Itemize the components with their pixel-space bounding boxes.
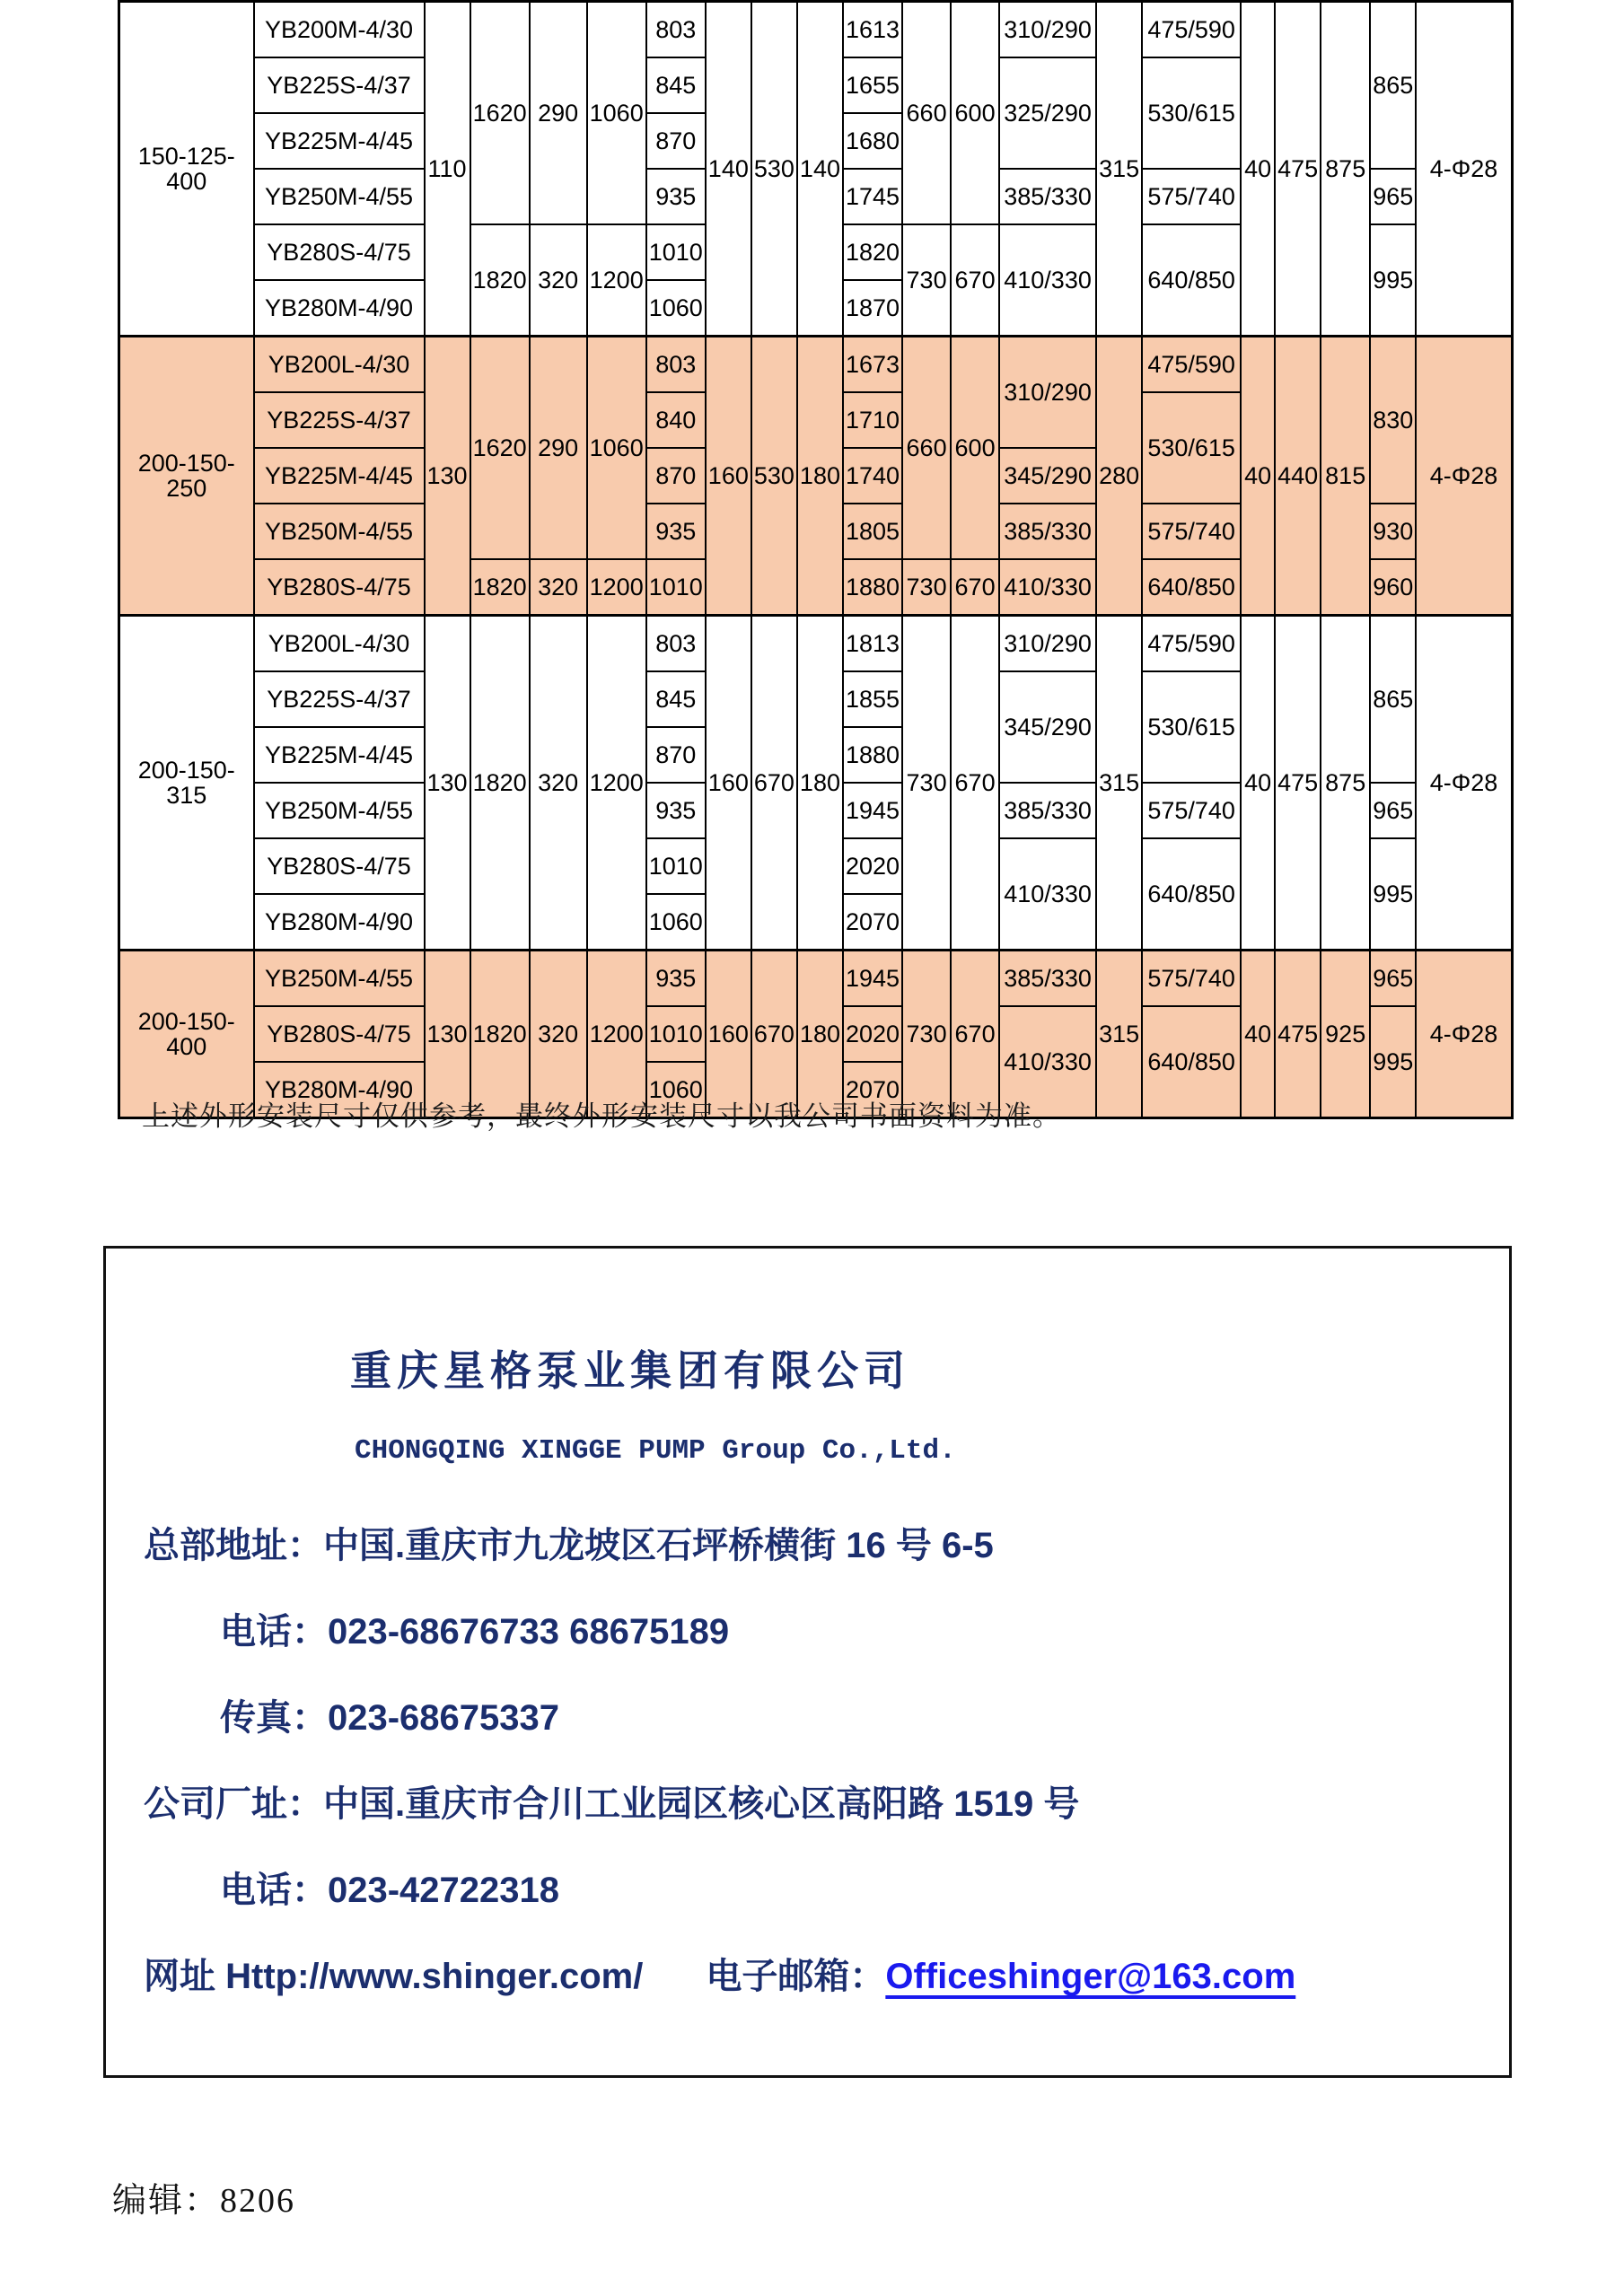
table-cell: YB250M-4/55 [254,169,425,224]
table-cell: 1805 [843,504,902,559]
table-cell: 140 [797,2,843,337]
table-cell: 320 [530,951,587,1118]
table-section-150-125-400 [119,2,1513,337]
table-cell: 385/330 [999,783,1096,838]
table-cell: 410/330 [999,1006,1096,1118]
table-cell: 475/590 [1142,2,1241,58]
table-cell: 1620 [470,2,530,225]
table-cell: 1945 [843,783,902,838]
table-cell: 935 [646,783,706,838]
table-cell: 130 [425,951,470,1118]
table-cell: 200-150-400 [119,951,254,1118]
table-cell: YB225M-4/45 [254,727,425,783]
table-cell: 730 [902,224,951,337]
company-letterhead-box [103,1246,1512,2078]
table-cell: 803 [646,2,706,58]
table-cell: 1710 [843,392,902,448]
table-cell: 40 [1241,616,1275,951]
table-row [119,2,1513,58]
table-cell: 803 [646,337,706,393]
table-cell: YB280M-4/90 [254,280,425,337]
email-label: 电子邮箱： [706,1957,886,1996]
table-cell: 315 [1096,2,1142,337]
table-cell: YB280M-4/90 [254,894,425,951]
table-cell: 410/330 [999,224,1096,337]
table-cell: 1820 [470,951,530,1118]
table-cell: 930 [1370,504,1416,559]
table-cell: 310/290 [999,616,1096,672]
table-cell: 1680 [843,113,902,169]
contact-line: 总部地址：中国.重庆市九龙坡区石坪桥横街 16 号 6-5 [144,1526,994,1565]
table-cell: 815 [1321,337,1370,616]
table-cell: 410/330 [999,559,1096,616]
email-link[interactable]: Officeshinger@163.com [885,1957,1296,1996]
table-cell: 925 [1321,951,1370,1118]
table-cell: 130 [425,616,470,951]
table-cell: 865 [1370,2,1416,170]
table-cell: 110 [425,2,470,337]
table-cell: YB200L-4/30 [254,337,425,393]
table-cell: YB250M-4/55 [254,504,425,559]
table-cell: YB250M-4/55 [254,783,425,838]
table-cell: 180 [797,616,843,951]
table-cell: 1200 [587,951,646,1118]
table-cell: 960 [1370,559,1416,616]
table-cell: 640/850 [1142,559,1241,616]
table-cell: 315 [1096,616,1142,951]
table-cell: 575/740 [1142,783,1241,838]
table-cell: 870 [646,448,706,504]
table-cell: 965 [1370,169,1416,224]
table-cell: 4-Φ28 [1416,2,1512,337]
table-cell: 1060 [646,1062,706,1118]
table-cell: 670 [951,616,999,951]
table-cell: 660 [902,2,951,225]
table-cell: 4-Φ28 [1416,951,1512,1118]
table-cell: 875 [1321,2,1370,337]
table-cell: 310/290 [999,337,1096,449]
table-cell: 290 [530,2,587,225]
table-cell: 320 [530,559,587,616]
table-cell: 385/330 [999,504,1096,559]
table-cell: 2020 [843,1006,902,1062]
table-cell: 1200 [587,616,646,951]
table-cell: 870 [646,113,706,169]
table-cell: YB225M-4/45 [254,448,425,504]
table-cell: YB225S-4/37 [254,392,425,448]
table-cell: 530 [751,337,797,616]
table-cell: 1620 [470,337,530,560]
table-cell: YB280S-4/75 [254,559,425,616]
table-cell: 315 [1096,951,1142,1118]
table-cell: 1010 [646,838,706,894]
table-cell: 730 [902,616,951,951]
table-cell: 640/850 [1142,838,1241,951]
table-cell: 385/330 [999,169,1096,224]
table-cell: 575/740 [1142,169,1241,224]
table-cell: 875 [1321,616,1370,951]
table-cell: 1870 [843,280,902,337]
table-cell: 965 [1370,783,1416,838]
table-cell: 4-Φ28 [1416,616,1512,951]
table-cell: 200-150-315 [119,616,254,951]
table-cell: 870 [646,727,706,783]
table-cell: 640/850 [1142,224,1241,337]
table-cell: 320 [530,224,587,337]
table-cell: 440 [1275,337,1321,616]
table-cell: 1745 [843,169,902,224]
table-section-200-150-315 [119,616,1513,951]
table-cell: 1010 [646,559,706,616]
table-cell: 1655 [843,57,902,113]
contact-line: 电话：023-68676733 68675189 [220,1612,730,1652]
company-name-en: CHONGQING XINGGE PUMP Group Co.,Ltd. [355,1435,956,1467]
table-cell: 730 [902,559,951,616]
table-cell: 530/615 [1142,57,1241,169]
table-cell: 4-Φ28 [1416,337,1512,616]
table-cell: 995 [1370,224,1416,337]
table-cell: 1613 [843,2,902,58]
table-cell: 995 [1370,1006,1416,1118]
table-cell: 475/590 [1142,616,1241,672]
table-cell: 600 [951,337,999,560]
table-cell: 1740 [843,448,902,504]
table-cell: 180 [797,337,843,616]
table-cell: 845 [646,671,706,727]
table-row [119,616,1513,672]
table-cell: 2020 [843,838,902,894]
table-cell: 730 [902,951,951,1118]
table-cell: 840 [646,392,706,448]
table-cell: 1200 [587,559,646,616]
table-cell: 600 [951,2,999,225]
table-cell: 1813 [843,616,902,672]
table-cell: 310/290 [999,2,1096,58]
table-cell: 130 [425,337,470,616]
table-cell: 345/290 [999,671,1096,783]
table-cell: 1010 [646,224,706,280]
table-cell: 410/330 [999,838,1096,951]
table-cell: 200-150-250 [119,337,254,616]
editor-note: 编辑：8206 [112,2182,296,2220]
table-cell: YB225M-4/45 [254,113,425,169]
table-cell: 1010 [646,1006,706,1062]
table-cell: 1820 [843,224,902,280]
table-cell: 160 [706,951,751,1118]
contact-line: 电话：023-42722318 [220,1871,560,1910]
contact-line: 传真：023-68675337 [220,1698,560,1738]
table-cell: 475 [1275,2,1321,337]
table-cell: YB280M-4/90 [254,1062,425,1118]
table-cell: 660 [902,337,951,560]
table-cell: 345/290 [999,448,1096,504]
table-cell: 320 [530,616,587,951]
table-cell: 670 [751,951,797,1118]
table-cell: 1060 [587,337,646,560]
table-cell: YB280S-4/75 [254,1006,425,1062]
table-cell: 1060 [646,894,706,951]
website-url: 网址 Http://www.shinger.com/ [144,1957,644,1996]
table-cell: 1820 [470,224,530,337]
table-cell: 1855 [843,671,902,727]
spec-table [118,0,1514,1119]
table-cell: 530/615 [1142,392,1241,504]
table-cell: 160 [706,616,751,951]
table-cell: YB225S-4/37 [254,57,425,113]
table-cell: 280 [1096,337,1142,616]
contact-line: 公司厂址：中国.重庆市合川工业园区核心区高阳路 1519 号 [144,1784,1080,1824]
table-cell: 965 [1370,951,1416,1007]
table-cell: 1820 [470,616,530,951]
table-cell: YB225S-4/37 [254,671,425,727]
table-cell: 475 [1275,616,1321,951]
table-cell: 40 [1241,2,1275,337]
table-cell: 325/290 [999,57,1096,169]
table-cell: 1880 [843,559,902,616]
table-cell: 1060 [587,2,646,225]
table-cell: 1060 [646,280,706,337]
table-cell: 670 [951,951,999,1118]
table-cell: 935 [646,169,706,224]
table-cell: 40 [1241,337,1275,616]
table-cell: 475/590 [1142,337,1241,393]
table-cell: YB280S-4/75 [254,224,425,280]
table-cell: YB250M-4/55 [254,951,425,1007]
table-cell: 865 [1370,616,1416,784]
table-cell: 180 [797,951,843,1118]
table-cell: 40 [1241,951,1275,1118]
table-cell: 845 [646,57,706,113]
table-cell: 1200 [587,224,646,337]
table-cell: 530 [751,2,797,337]
table-cell: YB200M-4/30 [254,2,425,58]
table-cell: 385/330 [999,951,1096,1007]
table-cell: 935 [646,951,706,1007]
table-cell: 1880 [843,727,902,783]
table-cell: YB280S-4/75 [254,838,425,894]
company-name-cn: 重庆星格泵业集团有限公司 [350,1347,910,1394]
table-cell: 150-125-400 [119,2,254,337]
table-row [119,337,1513,393]
table-cell: 670 [951,224,999,337]
table-cell: 140 [706,2,751,337]
table-cell: 1820 [470,559,530,616]
table-footnote: 上述外形安装尺寸仅供参考，最终外形安装尺寸以我公司书面资料为准。 [142,1100,1061,1132]
table-cell: 575/740 [1142,504,1241,559]
table-row [119,951,1513,1007]
table-cell: 803 [646,616,706,672]
table-cell: 475 [1275,951,1321,1118]
table-cell: 160 [706,337,751,616]
company-contact-lines [106,1523,1509,1913]
table-cell: 640/850 [1142,1006,1241,1118]
table-cell: YB200L-4/30 [254,616,425,672]
table-cell: 1673 [843,337,902,393]
table-section-200-150-250 [119,337,1513,616]
table-cell: 670 [951,559,999,616]
company-web-line [106,1954,1509,1999]
table-cell: 290 [530,337,587,560]
table-cell: 575/740 [1142,951,1241,1007]
table-cell: 830 [1370,337,1416,504]
table-cell: 670 [751,616,797,951]
table-cell: 530/615 [1142,671,1241,783]
table-cell: 2070 [843,894,902,951]
table-cell: 1945 [843,951,902,1007]
table-cell: 935 [646,504,706,559]
table-cell: 2070 [843,1062,902,1118]
table-cell: 995 [1370,838,1416,951]
